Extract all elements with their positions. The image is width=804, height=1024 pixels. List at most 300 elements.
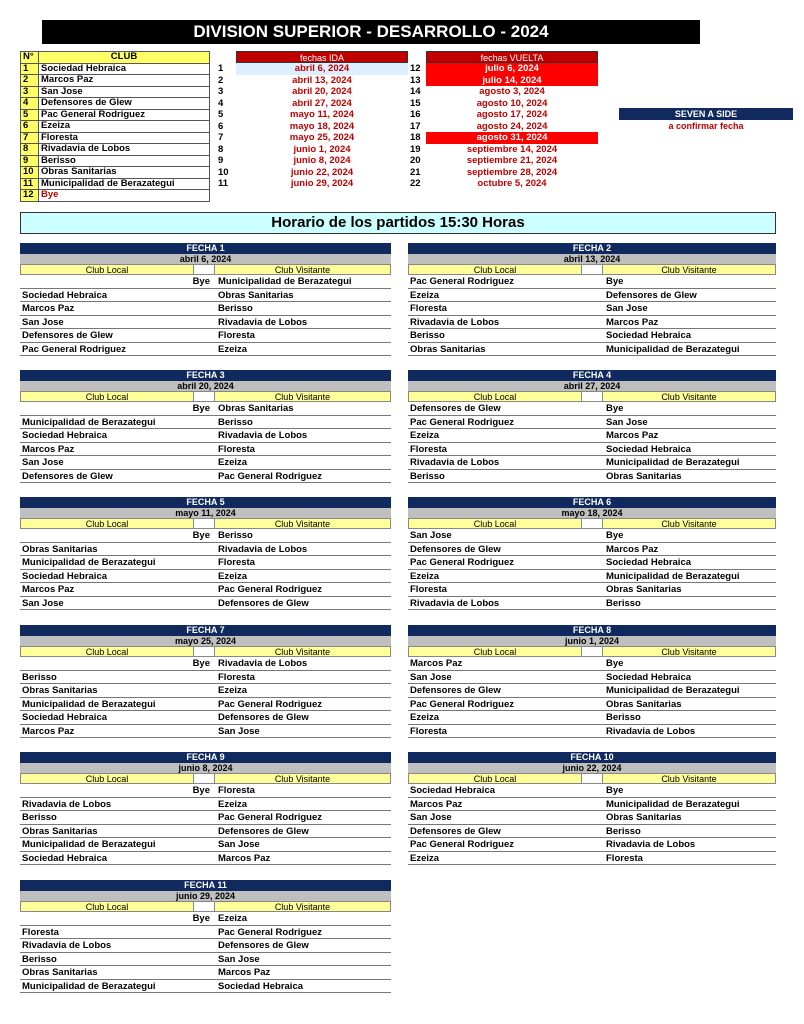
fecha-title: FECHA 3: [20, 370, 391, 381]
clubs-club-header: CLUB: [39, 52, 210, 64]
club-local-header: Club Local: [20, 518, 194, 529]
local-team: Municipalidad de Berazategui: [22, 839, 156, 850]
local-team: San Jose: [22, 316, 64, 328]
match-row: [408, 543, 776, 557]
match-row: [20, 302, 391, 316]
match-row: [408, 657, 776, 671]
fecha-block: [20, 497, 391, 610]
horario-banner: Horario de los partidos 15:30 Horas: [20, 212, 776, 234]
local-team: Pac General Rodriguez: [410, 416, 515, 428]
fecha-number: 18: [410, 132, 421, 143]
fecha-date: abril 20, 2024: [292, 86, 352, 97]
local-team: Defensores de Glew: [410, 685, 501, 696]
local-team: Ezeiza: [410, 430, 440, 441]
local-team: Defensores de Glew: [410, 825, 501, 837]
club-name: Defensores de Glew: [39, 98, 210, 110]
fecha-ida-row: [218, 121, 408, 133]
match-row: [20, 470, 391, 484]
local-team: Obras Sanitarias: [410, 343, 486, 355]
page-title: DIVISION SUPERIOR - DESARROLLO - 2024: [42, 20, 700, 44]
visiting-team: Obras Sanitarias: [606, 698, 682, 710]
visiting-team: Rivadavia de Lobos: [606, 839, 696, 850]
club-row: [21, 75, 210, 87]
local-team: Obras Sanitarias: [22, 543, 98, 555]
match-row: [20, 543, 391, 557]
fecha-date: julio 6, 2024: [426, 63, 598, 75]
match-row: [408, 852, 776, 866]
club-row: [21, 167, 210, 179]
local-team: Municipalidad de Berazategui: [22, 416, 156, 428]
club-local-header: Club Local: [408, 773, 582, 784]
column-spacer: [194, 773, 214, 784]
local-team: Defensores de Glew: [22, 470, 113, 482]
local-team: Berisso: [22, 812, 57, 823]
visiting-team: Ezeiza: [218, 685, 248, 696]
match-row: [408, 429, 776, 443]
club-number: 9: [21, 155, 39, 167]
visiting-team: Berisso: [606, 712, 641, 723]
fecha-date: septiembre 21, 2024: [466, 155, 558, 166]
column-spacer: [582, 264, 602, 275]
fecha-title: FECHA 2: [408, 243, 776, 254]
local-team: Berisso: [410, 330, 445, 341]
local-team: Floresta: [410, 443, 447, 455]
visiting-team: Floresta: [218, 671, 255, 683]
fecha-date: junio 1, 2024: [293, 143, 351, 155]
match-row: [408, 811, 776, 825]
local-team: Ezeiza: [410, 570, 440, 582]
fecha-date: septiembre 14, 2024: [466, 143, 558, 155]
fecha-block: [20, 243, 391, 356]
visiting-team: Bye: [606, 276, 624, 287]
fecha-ida-row: [218, 178, 408, 190]
club-row: [21, 144, 210, 156]
visiting-team: Rivadavia de Lobos: [218, 658, 308, 669]
club-number: 4: [21, 98, 39, 110]
visiting-team: Defensores de Glew: [606, 289, 697, 301]
match-row: [20, 926, 391, 940]
club-number: 5: [21, 109, 39, 121]
local-team: Bye: [192, 913, 210, 924]
local-team: Sociedad Hebraica: [22, 570, 108, 582]
local-team: Marcos Paz: [410, 798, 463, 810]
visiting-team: Berisso: [218, 530, 253, 541]
fecha-vuelta-row: [410, 63, 598, 75]
column-spacer: [194, 518, 214, 529]
fecha-number: 10: [218, 166, 229, 178]
fecha-number: 1: [218, 63, 224, 74]
club-number: 2: [21, 75, 39, 87]
club-visitante-header: Club Visitante: [214, 901, 391, 912]
fecha-vuelta-row: [410, 121, 598, 133]
clubs-table: [20, 51, 210, 202]
fecha-date: junio 1, 2024: [408, 636, 776, 646]
visiting-team: Ezeiza: [218, 913, 248, 924]
visiting-team: San Jose: [218, 839, 260, 850]
match-row: [408, 470, 776, 484]
visiting-team: Pac General Rodriguez: [218, 470, 323, 482]
fecha-date: agosto 10, 2024: [476, 97, 548, 109]
club-local-header: Club Local: [20, 264, 194, 275]
visiting-team: Floresta: [606, 852, 643, 864]
match-row: [20, 657, 391, 671]
visiting-team: Berisso: [606, 597, 641, 609]
visiting-team: San Jose: [606, 303, 648, 314]
fecha-number: 16: [410, 109, 421, 120]
visiting-team: Rivadavia de Lobos: [606, 725, 696, 737]
visiting-team: Bye: [606, 658, 624, 669]
visiting-team: Defensores de Glew: [218, 825, 309, 837]
local-team: Ezeiza: [410, 289, 440, 301]
fechas-vuelta: [410, 51, 598, 190]
match-row: [408, 798, 776, 812]
match-row: [408, 597, 776, 611]
visiting-team: Bye: [606, 785, 624, 796]
match-row: [20, 443, 391, 457]
visiting-team: Sociedad Hebraica: [218, 980, 304, 992]
fecha-number: 3: [218, 86, 224, 97]
fecha-number: 12: [410, 63, 421, 74]
visiting-team: Obras Sanitarias: [606, 470, 682, 482]
local-team: Floresta: [410, 725, 447, 737]
match-row: [20, 725, 391, 739]
local-team: Rivadavia de Lobos: [410, 597, 500, 609]
club-row: [21, 109, 210, 121]
column-headers: [408, 646, 776, 657]
fecha-vuelta-row: [410, 109, 598, 121]
match-row: [408, 529, 776, 543]
club-number: 1: [21, 63, 39, 75]
club-number: 3: [21, 86, 39, 98]
visiting-team: San Jose: [218, 953, 260, 965]
visiting-team: Berisso: [218, 303, 253, 314]
column-headers: [408, 518, 776, 529]
match-row: [20, 343, 391, 357]
visiting-team: Marcos Paz: [606, 316, 659, 328]
club-visitante-header: Club Visitante: [214, 646, 391, 657]
column-spacer: [194, 901, 214, 912]
visiting-team: Sociedad Hebraica: [606, 557, 692, 568]
column-spacer: [194, 391, 214, 402]
match-row: [408, 302, 776, 316]
club-visitante-header: Club Visitante: [214, 391, 391, 402]
match-row: [20, 852, 391, 866]
fecha-ida-row: [218, 144, 408, 156]
club-number: 10: [21, 167, 39, 179]
fecha-number: 15: [410, 97, 421, 109]
match-row: [408, 825, 776, 839]
column-headers: [20, 391, 391, 402]
fecha-number: 6: [218, 120, 224, 132]
column-headers: [20, 901, 391, 912]
local-team: Defensores de Glew: [410, 403, 501, 414]
visiting-team: Rivadavia de Lobos: [218, 543, 308, 555]
club-visitante-header: Club Visitante: [602, 391, 776, 402]
match-row: [20, 289, 391, 303]
visiting-team: Municipalidad de Berazategui: [606, 570, 740, 582]
club-visitante-header: Club Visitante: [214, 518, 391, 529]
local-team: San Jose: [410, 671, 452, 683]
match-row: [20, 784, 391, 798]
fecha-number: 19: [410, 143, 421, 155]
match-row: [408, 456, 776, 470]
local-team: Floresta: [410, 584, 447, 595]
match-row: [408, 838, 776, 852]
match-row: [20, 825, 391, 839]
match-row: [408, 556, 776, 570]
local-team: San Jose: [22, 457, 64, 468]
visiting-team: Floresta: [218, 443, 255, 455]
visiting-team: Defensores de Glew: [218, 712, 309, 723]
fecha-number: 2: [218, 74, 224, 86]
column-headers: [20, 518, 391, 529]
match-row: [20, 329, 391, 343]
local-team: Defensores de Glew: [410, 543, 501, 555]
visiting-team: Floresta: [218, 330, 255, 341]
visiting-team: Rivadavia de Lobos: [218, 430, 308, 441]
fecha-block: [408, 370, 776, 483]
club-local-header: Club Local: [20, 391, 194, 402]
fecha-number: 14: [410, 86, 421, 97]
fecha-date: junio 22, 2024: [408, 763, 776, 773]
match-row: [20, 711, 391, 725]
fecha-block: [408, 243, 776, 356]
local-team: Sociedad Hebraica: [22, 712, 108, 723]
fecha-title: FECHA 7: [20, 625, 391, 636]
visiting-team: Pac General Rodriguez: [218, 698, 323, 710]
match-row: [408, 289, 776, 303]
fecha-title: FECHA 4: [408, 370, 776, 381]
club-name: Marcos Paz: [39, 75, 210, 87]
fecha-ida-row: [218, 63, 408, 75]
local-team: Sociedad Hebraica: [22, 852, 108, 864]
visiting-team: Floresta: [218, 557, 255, 568]
fecha-number: 9: [218, 155, 224, 166]
visiting-team: Berisso: [606, 825, 641, 837]
club-name: Berisso: [39, 155, 210, 167]
fecha-date: agosto 3, 2024: [479, 86, 545, 97]
match-row: [20, 838, 391, 852]
fecha-ida-row: [218, 132, 408, 144]
match-row: [20, 402, 391, 416]
column-headers: [408, 773, 776, 784]
fecha-date: julio 14, 2024: [426, 75, 598, 87]
local-team: Bye: [192, 276, 210, 287]
fecha-block: [20, 625, 391, 738]
column-headers: [20, 773, 391, 784]
club-name: Rivadavia de Lobos: [39, 144, 210, 156]
club-name: Floresta: [39, 132, 210, 144]
club-visitante-header: Club Visitante: [602, 646, 776, 657]
local-team: Sociedad Hebraica: [22, 430, 108, 441]
column-headers: [408, 391, 776, 402]
visiting-team: Sociedad Hebraica: [606, 671, 692, 683]
local-team: Bye: [192, 785, 210, 796]
column-spacer: [194, 646, 214, 657]
fecha-title: FECHA 10: [408, 752, 776, 763]
fecha-number: 13: [410, 74, 421, 86]
local-team: Bye: [192, 658, 210, 669]
club-row: [21, 190, 210, 202]
local-team: Sociedad Hebraica: [410, 785, 496, 796]
fecha-number: 21: [410, 166, 421, 178]
club-row: [21, 178, 210, 190]
local-team: Floresta: [22, 926, 59, 938]
club-local-header: Club Local: [408, 391, 582, 402]
fecha-date: agosto 17, 2024: [476, 109, 548, 120]
fecha-date: agosto 24, 2024: [476, 120, 548, 132]
club-local-header: Club Local: [408, 646, 582, 657]
fecha-date: agosto 31, 2024: [426, 132, 598, 144]
column-spacer: [582, 646, 602, 657]
match-row: [408, 784, 776, 798]
visiting-team: Marcos Paz: [218, 852, 271, 864]
fecha-date: junio 22, 2024: [290, 166, 354, 178]
club-local-header: Club Local: [20, 773, 194, 784]
fecha-title: FECHA 8: [408, 625, 776, 636]
local-team: Rivadavia de Lobos: [410, 457, 500, 468]
visiting-team: Marcos Paz: [218, 967, 271, 978]
club-local-header: Club Local: [408, 264, 582, 275]
fecha-date: abril 6, 2024: [236, 63, 408, 75]
fecha-date: junio 29, 2024: [20, 891, 391, 901]
fecha-date: abril 27, 2024: [292, 97, 352, 109]
club-name: Obras Sanitarias: [39, 167, 210, 179]
column-spacer: [582, 518, 602, 529]
match-row: [408, 443, 776, 457]
local-team: Pac General Rodriguez: [410, 839, 515, 850]
match-row: [20, 671, 391, 685]
fecha-date: junio 8, 2024: [293, 155, 351, 166]
fecha-title: FECHA 11: [20, 880, 391, 891]
fechas-ida: [218, 51, 408, 190]
seven-a-side-label: SEVEN A SIDE: [619, 108, 793, 120]
fecha-number: 11: [218, 178, 229, 189]
club-visitante-header: Club Visitante: [214, 264, 391, 275]
visiting-team: Marcos Paz: [606, 543, 659, 555]
visiting-team: Ezeiza: [218, 570, 248, 582]
club-row: [21, 155, 210, 167]
club-local-header: Club Local: [408, 518, 582, 529]
fecha-title: FECHA 9: [20, 752, 391, 763]
match-row: [20, 698, 391, 712]
match-row: [20, 316, 391, 330]
fecha-date: abril 6, 2024: [20, 254, 391, 264]
visiting-team: Municipalidad de Berazategui: [606, 798, 740, 810]
match-row: [408, 416, 776, 430]
fecha-vuelta-row: [410, 75, 598, 87]
match-row: [20, 939, 391, 953]
club-name: San Jose: [39, 86, 210, 98]
visiting-team: Defensores de Glew: [218, 940, 309, 951]
club-visitante-header: Club Visitante: [214, 773, 391, 784]
fecha-number: 20: [410, 155, 421, 166]
club-number: 8: [21, 144, 39, 156]
local-team: Pac General Rodriguez: [410, 276, 515, 287]
fecha-title: FECHA 6: [408, 497, 776, 508]
visiting-team: Obras Sanitarias: [606, 584, 682, 595]
fecha-title: FECHA 5: [20, 497, 391, 508]
visiting-team: Ezeiza: [218, 343, 248, 355]
visiting-team: Bye: [606, 403, 624, 414]
local-team: Obras Sanitarias: [22, 967, 98, 978]
visiting-team: Obras Sanitarias: [218, 403, 294, 414]
column-headers: [20, 264, 391, 275]
fecha-vuelta-row: [410, 167, 598, 179]
match-row: [408, 329, 776, 343]
club-name: Bye: [39, 190, 210, 202]
match-row: [408, 275, 776, 289]
fecha-date: junio 29, 2024: [290, 178, 354, 189]
match-row: [20, 556, 391, 570]
fecha-vuelta-row: [410, 98, 598, 110]
match-row: [20, 811, 391, 825]
match-row: [20, 966, 391, 980]
fecha-ida-row: [218, 98, 408, 110]
local-team: Marcos Paz: [22, 725, 75, 737]
local-team: Defensores de Glew: [22, 330, 113, 341]
visiting-team: Pac General Rodriguez: [218, 584, 323, 595]
match-row: [20, 912, 391, 926]
fecha-block: [20, 370, 391, 483]
visiting-team: San Jose: [218, 725, 260, 737]
match-row: [408, 725, 776, 739]
fecha-vuelta-row: [410, 86, 598, 98]
local-team: Berisso: [410, 470, 445, 482]
local-team: Marcos Paz: [22, 443, 75, 455]
club-number: 12: [21, 190, 39, 202]
local-team: Berisso: [22, 953, 57, 965]
match-row: [20, 798, 391, 812]
fecha-vuelta-row: [410, 178, 598, 190]
club-number: 11: [21, 178, 39, 190]
visiting-team: Municipalidad de Berazategui: [218, 276, 352, 287]
fecha-date: abril 13, 2024: [292, 74, 352, 86]
match-row: [408, 684, 776, 698]
club-row: [21, 121, 210, 133]
local-team: Ezeiza: [410, 712, 440, 723]
local-team: Sociedad Hebraica: [22, 289, 108, 301]
clubs-num-header: N°: [21, 52, 39, 64]
visiting-team: Obras Sanitarias: [606, 812, 682, 823]
local-team: Pac General Rodriguez: [22, 343, 127, 355]
visiting-team: Marcos Paz: [606, 430, 659, 441]
visiting-team: Municipalidad de Berazategui: [606, 343, 740, 355]
match-row: [20, 953, 391, 967]
visiting-team: Municipalidad de Berazategui: [606, 457, 740, 468]
fecha-block: [20, 880, 391, 993]
visiting-team: Rivadavia de Lobos: [218, 316, 308, 328]
local-team: Obras Sanitarias: [22, 685, 98, 696]
match-row: [20, 456, 391, 470]
visiting-team: Floresta: [218, 785, 255, 796]
match-row: [408, 570, 776, 584]
fecha-vuelta-row: [410, 144, 598, 156]
local-team: Rivadavia de Lobos: [410, 316, 500, 328]
fecha-date: abril 13, 2024: [408, 254, 776, 264]
local-team: Rivadavia de Lobos: [22, 940, 112, 951]
fecha-date: octubre 5, 2024: [477, 178, 547, 189]
fecha-ida-row: [218, 75, 408, 87]
match-row: [408, 698, 776, 712]
fechas-ida-header: fechas IDA: [236, 51, 408, 63]
fecha-date: abril 27, 2024: [408, 381, 776, 391]
fecha-vuelta-row: [410, 155, 598, 167]
local-team: San Jose: [410, 530, 452, 541]
fecha-ida-row: [218, 167, 408, 179]
visiting-team: Defensores de Glew: [218, 597, 309, 609]
fecha-date: septiembre 28, 2024: [466, 166, 558, 178]
